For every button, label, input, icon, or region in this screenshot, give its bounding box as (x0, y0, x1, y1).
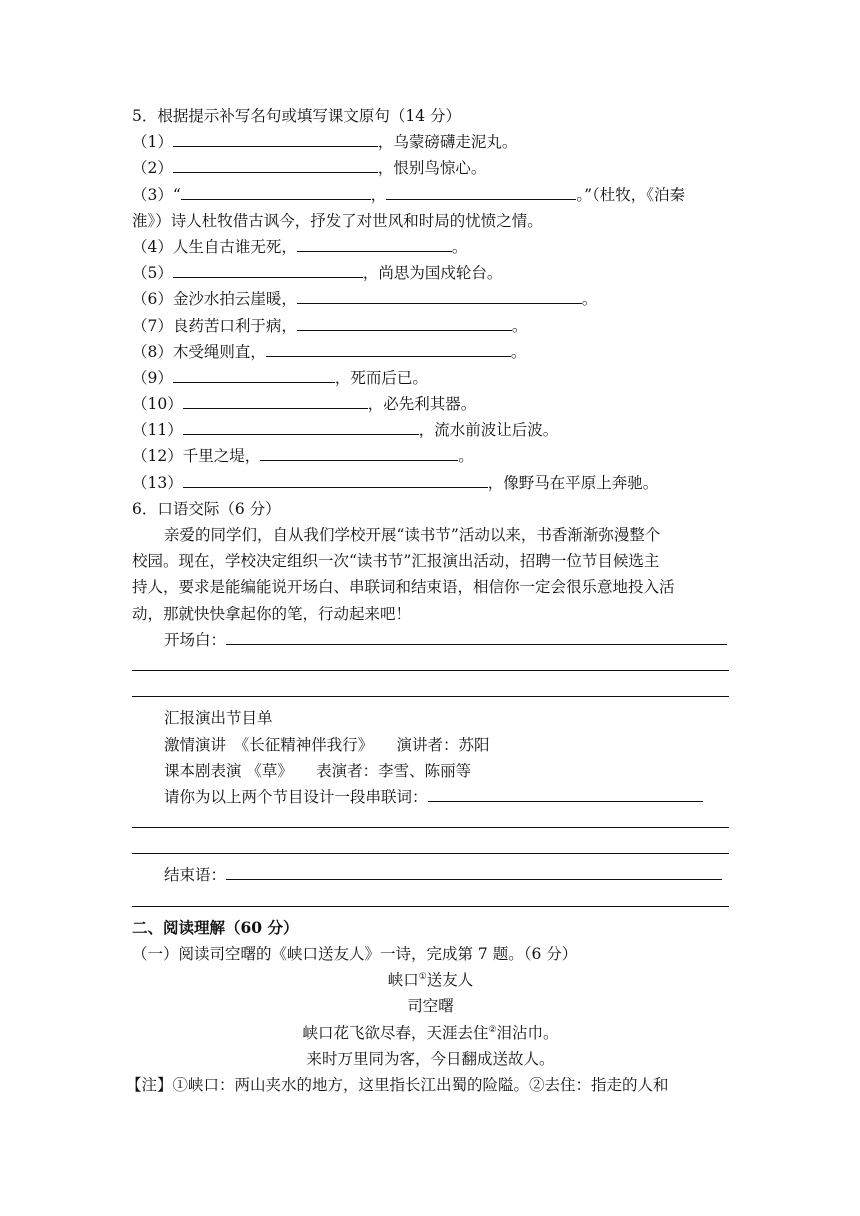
answer-blank[interactable] (173, 365, 335, 383)
answer-blank[interactable] (297, 286, 582, 304)
section-2-title: 二、阅读理解（60 分） (132, 917, 299, 937)
poem-line-1: 峡口花飞欲尽春，天涯去住②泪沾巾。 (302, 1023, 559, 1042)
q5-item-1: （1） ，乌蒙磅礴走泥丸。 (132, 129, 729, 155)
answer-blank[interactable] (183, 470, 488, 488)
closing-answer-line[interactable] (226, 862, 722, 880)
q5-item-11: （11） ，流水前波让后波。 (132, 417, 729, 443)
answer-line[interactable] (132, 810, 729, 828)
poem-line-2: 来时万里同为客，今日翻成送故人。 (306, 1049, 555, 1068)
q6-para-line-4: 动，那就快快拿起你的笔，行动起来吧！ (132, 604, 412, 623)
opening-line (132, 627, 729, 653)
answer-rule-row (132, 810, 729, 836)
answer-rule-row (132, 836, 729, 862)
answer-blank[interactable] (266, 339, 511, 357)
poem-author: 司空曙 (407, 997, 454, 1016)
answer-blank[interactable] (260, 443, 458, 461)
answer-line[interactable] (132, 836, 729, 854)
answer-blank[interactable] (183, 417, 419, 435)
section-2-sub: （一）阅读司空曙的《峡口送友人》一诗，完成第 7 题。（6 分） (132, 945, 578, 963)
answer-rule-row (132, 679, 729, 705)
q5-item-10: （10） ，必先利其器。 (132, 391, 729, 417)
answer-blank[interactable] (173, 129, 378, 147)
q5-item-2: （2） ，恨别鸟惊心。 (132, 155, 729, 181)
answer-line[interactable] (132, 679, 729, 697)
answer-blank[interactable] (297, 234, 452, 252)
answer-rule-row (132, 653, 729, 679)
link-label: 请你为以上两个节目设计一段串联词： (164, 787, 428, 806)
q6-title: 6．口语交际（6 分） (132, 499, 281, 518)
q6-para-line-2: 校园。现在，学校决定组织一次“读书节”汇报演出活动，招聘一位节目候选主 (132, 552, 660, 571)
program-title: 汇报演出节目单 (164, 709, 273, 728)
program-item-1: 激情演讲 《长征精神伴我行》 演讲者：苏阳 (164, 735, 490, 754)
answer-line[interactable] (132, 653, 729, 671)
answer-line[interactable] (132, 889, 729, 907)
answer-blank[interactable] (386, 182, 576, 200)
answer-blank[interactable] (183, 391, 368, 409)
exam-page (126, 103, 729, 1098)
answer-blank[interactable] (181, 182, 371, 200)
link-answer-line[interactable] (428, 784, 703, 802)
q5-item-13: （13） ，像野马在平原上奔驰。 (132, 470, 729, 496)
answer-blank[interactable] (173, 155, 378, 173)
closing-label: 结束语： (164, 866, 227, 885)
q5-item-5: （5） ，尚思为国戍轮台。 (132, 260, 729, 286)
program-item-2: 课本剧表演 《草》 表演者：李雪、陈丽等 (164, 761, 472, 780)
q6-para-line-3: 持人，要求是能编能说开场白、串联词和结束语，相信你一定会很乐意地投入活 (132, 578, 675, 597)
q5-item-3-cont: 淮》）诗人杜牧借古讽今，抒发了对世风和时局的忧愤之情。 (132, 211, 543, 230)
link-line (132, 784, 729, 810)
q5-item-12: （12）千里之堤， 。 (132, 443, 729, 469)
answer-rule-row (132, 889, 729, 915)
q5-item-7: （7）良药苦口利于病， 。 (132, 313, 729, 339)
answer-blank[interactable] (297, 313, 512, 331)
q5-item-8: （8）木受绳则直， 。 (132, 339, 729, 365)
q5-item-3: （3）“ ， 。”（杜牧，《泊秦 (132, 182, 729, 208)
q6-para-line-1: 亲爱的同学们，自从我们学校开展“读书节”活动以来，书香渐渐弥漫整个 (164, 526, 661, 544)
q5-item-6: （6）金沙水拍云崖暖， 。 (132, 286, 729, 312)
poem-title: 峡口①送友人 (387, 971, 474, 990)
poem-note: 【注】①峡口：两山夹水的地方，这里指长江出蜀的险隘。②去住：指走的人和 (126, 1075, 669, 1094)
opening-label: 开场白： (164, 630, 227, 649)
opening-answer-line[interactable] (226, 627, 727, 645)
closing-line (132, 862, 729, 888)
q5-item-4: （4）人生自古谁无死， 。 (132, 234, 729, 260)
q5-title: 5．根据提示补写名句或填写课文原句（14 分） (132, 107, 462, 125)
q5-item-9: （9） ，死而后已。 (132, 365, 729, 391)
answer-blank[interactable] (173, 260, 363, 278)
